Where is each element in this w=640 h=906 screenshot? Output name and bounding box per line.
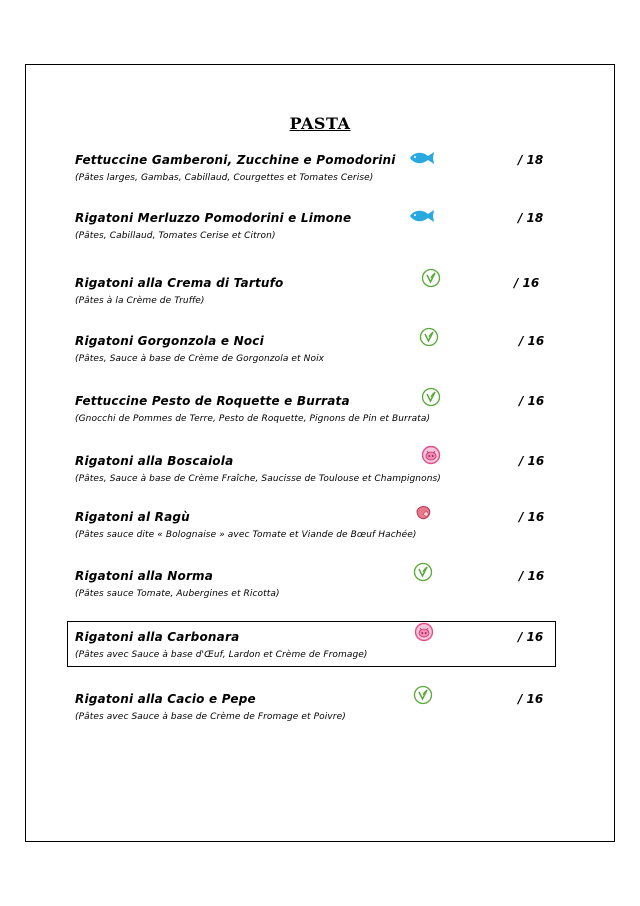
- menu-item: [75, 394, 565, 434]
- item-description: (Pâtes, Sauce à base de Crème Fraîche, Saucisse de Toulouse et Champignons): [75, 474, 441, 484]
- item-name: Rigatoni alla Cacio e Pepe: [75, 692, 256, 706]
- item-price: / 16: [518, 630, 544, 644]
- menu-item: [75, 334, 565, 374]
- vegetarian-icon: [413, 685, 433, 705]
- item-name: Rigatoni Gorgonzola e Noci: [75, 334, 264, 348]
- item-description: (Pâtes avec Sauce à base d'Œuf, Lardon et Crème de Fromage): [75, 650, 368, 660]
- item-price: / 16: [519, 334, 545, 348]
- menu-item: [75, 630, 565, 670]
- pork-icon: [414, 622, 434, 642]
- beef-icon: [413, 503, 433, 523]
- item-price: / 16: [514, 276, 540, 290]
- item-name: Rigatoni Merluzzo Pomodorini e Limone: [75, 211, 352, 225]
- item-description: (Gnocchi de Pommes de Terre, Pesto de Roquette, Pignons de Pin et Burrata): [75, 414, 431, 424]
- vegetarian-icon: [421, 387, 441, 407]
- item-name: Fettuccine Gamberoni, Zucchine e Pomodorini: [75, 153, 396, 167]
- item-price: / 18: [518, 153, 544, 167]
- menu-item: [75, 692, 565, 732]
- menu-item: [75, 211, 565, 251]
- item-description: (Pâtes sauce dite « Bolognaise » avec Tomate et Viande de Bœuf Hachée): [75, 530, 417, 540]
- vegetarian-icon: [413, 562, 433, 582]
- fish-icon: [408, 150, 436, 166]
- item-price: / 18: [518, 211, 544, 225]
- item-description: (Pâtes larges, Gambas, Cabillaud, Courgettes et Tomates Cerise): [75, 173, 374, 183]
- pork-icon: [421, 445, 441, 465]
- menu-item: [75, 569, 565, 609]
- item-description: (Pâtes, Sauce à base de Crème de Gorgonzola et Noix: [75, 354, 325, 364]
- item-description: (Pâtes sauce Tomate, Aubergines et Ricotta): [75, 589, 280, 599]
- item-price: / 16: [519, 454, 545, 468]
- item-price: / 16: [519, 569, 545, 583]
- vegetarian-icon: [419, 327, 439, 347]
- item-price: / 16: [519, 394, 545, 408]
- menu-item: [75, 510, 565, 550]
- vegetarian-icon: [421, 268, 441, 288]
- item-name: Rigatoni alla Crema di Tartufo: [75, 276, 284, 290]
- item-description: (Pâtes avec Sauce à base de Crème de Fromage et Poivre): [75, 712, 346, 722]
- page-title: PASTA: [289, 114, 351, 133]
- item-price: / 16: [518, 692, 544, 706]
- menu-item: [75, 276, 565, 316]
- fish-icon: [408, 208, 436, 224]
- item-price: / 16: [519, 510, 545, 524]
- item-name: Fettuccine Pesto de Roquette e Burrata: [75, 394, 350, 408]
- item-name: Rigatoni al Ragù: [75, 510, 190, 524]
- item-name: Rigatoni alla Carbonara: [75, 630, 240, 644]
- item-name: Rigatoni alla Boscaiola: [75, 454, 234, 468]
- menu-item: [75, 153, 565, 193]
- item-name: Rigatoni alla Norma: [75, 569, 214, 583]
- item-description: (Pâtes, Cabillaud, Tomates Cerise et Citron): [75, 231, 276, 241]
- item-description: (Pâtes à la Crème de Truffe): [75, 296, 205, 306]
- menu-item: [75, 454, 565, 494]
